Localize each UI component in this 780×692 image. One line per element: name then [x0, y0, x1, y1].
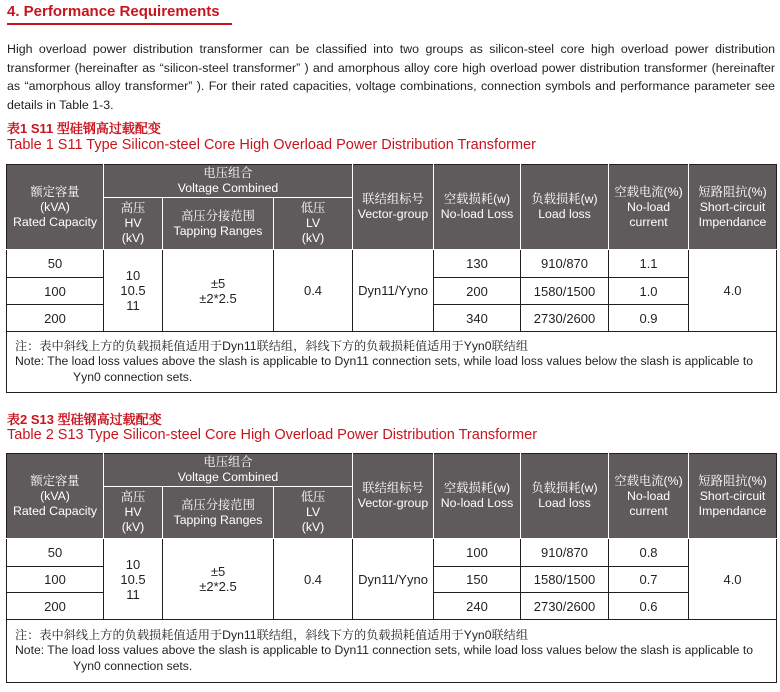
capacity-cell: 100	[7, 567, 104, 593]
header-no-load-loss: 空载损耗(w) No-load Loss	[434, 165, 521, 250]
table-1-caption-en: Table 1 S11 Type Silicon-steel Core High Overload Power Distribution Transformer	[7, 137, 536, 153]
tapping-cell: ±5 ±2*2.5	[163, 539, 274, 620]
no-load-current-cell: 1.0	[609, 278, 689, 305]
header-short-circuit-impedance: 短路阻抗(%) Short-circuit Impendance	[689, 165, 777, 250]
vector-group-cell: Dyn11/Yyno	[353, 250, 434, 332]
no-load-current-cell: 1.1	[609, 250, 689, 278]
header-no-load-loss: 空载损耗(w) No-load Loss	[434, 454, 521, 539]
vector-group-cell: Dyn11/Yyno	[353, 539, 434, 620]
header-tapping-ranges: 高压分接范围 Tapping Ranges	[163, 487, 274, 539]
load-loss-cell: 2730/2600	[521, 593, 609, 620]
tapping-cell: ±5 ±2*2.5	[163, 250, 274, 332]
table-row	[7, 250, 777, 278]
impedance-cell: 4.0	[689, 539, 777, 620]
header-hv: 高压 HV (kV)	[104, 198, 163, 250]
section-title-underline	[7, 23, 232, 25]
intro-paragraph: High overload power distribution transformer can be classified into two groups as silicon-steel core high overload power distribution transformer (hereinafter as “silicon-steel transformer” ) and amorphous alloy core high overload power distribution transformer (hereinafter as “amorphous alloy transformer” ). For their rated capacities, voltage combinations, connection symbols and performance parameter see details in Table 1-3.	[7, 42, 775, 112]
header-no-load-current: 空载电流(%) No-load current	[609, 454, 689, 539]
section-title: 4. Performance Requirements	[7, 3, 220, 20]
header-load-loss: 负载损耗(w) Load loss	[521, 165, 609, 250]
header-voltage-combined: 电压组合 Voltage Combined	[104, 165, 353, 198]
capacity-cell: 100	[7, 278, 104, 305]
header-vector-group: 联结组标号 Vector-group	[353, 454, 434, 539]
no-load-loss-cell: 240	[434, 593, 521, 620]
no-load-loss-cell: 340	[434, 305, 521, 332]
header-tapping-ranges: 高压分接范围 Tapping Ranges	[163, 198, 274, 250]
load-loss-cell: 1580/1500	[521, 567, 609, 593]
table-row	[7, 539, 777, 567]
no-load-current-cell: 0.8	[609, 539, 689, 567]
load-loss-cell: 910/870	[521, 250, 609, 278]
hv-cell: 10 10.5 11	[104, 250, 163, 332]
no-load-loss-cell: 150	[434, 567, 521, 593]
table-note: 注：表中斜线上方的负载损耗值适用于Dyn11联结组，斜线下方的负载损耗值适用于Yyn0联结组 Note: The load loss values above the slash is applicable to Dyn11 connection sets, while load loss values below the slash is applicable to Yyn0 connection sets.	[7, 620, 777, 683]
impedance-cell: 4.0	[689, 250, 777, 332]
table-2	[6, 453, 777, 683]
table-2-caption-cn: 表2 S13 型硅钢高过载配变	[7, 412, 162, 427]
hv-cell: 10 10.5 11	[104, 539, 163, 620]
header-rated-capacity: 额定容量 (kVA) Rated Capacity	[7, 165, 104, 250]
no-load-loss-cell: 100	[434, 539, 521, 567]
header-vector-group: 联结组标号 Vector-group	[353, 165, 434, 250]
header-hv: 高压 HV (kV)	[104, 487, 163, 539]
no-load-loss-cell: 130	[434, 250, 521, 278]
capacity-cell: 200	[7, 593, 104, 620]
table-1-caption-cn: 表1 S11 型硅钢高过载配变	[7, 121, 161, 136]
lv-cell: 0.4	[274, 539, 353, 620]
no-load-current-cell: 0.6	[609, 593, 689, 620]
header-voltage-combined: 电压组合 Voltage Combined	[104, 454, 353, 487]
header-no-load-current: 空载电流(%) No-load current	[609, 165, 689, 250]
header-load-loss: 负载损耗(w) Load loss	[521, 454, 609, 539]
no-load-loss-cell: 200	[434, 278, 521, 305]
no-load-current-cell: 0.7	[609, 567, 689, 593]
header-rated-capacity: 额定容量 (kVA) Rated Capacity	[7, 454, 104, 539]
header-short-circuit-impedance: 短路阻抗(%) Short-circuit Impendance	[689, 454, 777, 539]
capacity-cell: 50	[7, 539, 104, 567]
no-load-current-cell: 0.9	[609, 305, 689, 332]
capacity-cell: 200	[7, 305, 104, 332]
capacity-cell: 50	[7, 250, 104, 278]
header-lv: 低压 LV (kV)	[274, 198, 353, 250]
table-note: 注：表中斜线上方的负载损耗值适用于Dyn11联结组，斜线下方的负载损耗值适用于Yyn0联结组 Note: The load loss values above the slash is applicable to Dyn11 connection sets, while load loss values below the slash is applicable to Yyn0 connection sets.	[7, 332, 777, 393]
lv-cell: 0.4	[274, 250, 353, 332]
load-loss-cell: 1580/1500	[521, 278, 609, 305]
table-2-caption-en: Table 2 S13 Type Silicon-steel Core High Overload Power Distribution Transformer	[7, 427, 538, 443]
table-1	[6, 164, 777, 393]
load-loss-cell: 910/870	[521, 539, 609, 567]
load-loss-cell: 2730/2600	[521, 305, 609, 332]
header-lv: 低压 LV (kV)	[274, 487, 353, 539]
